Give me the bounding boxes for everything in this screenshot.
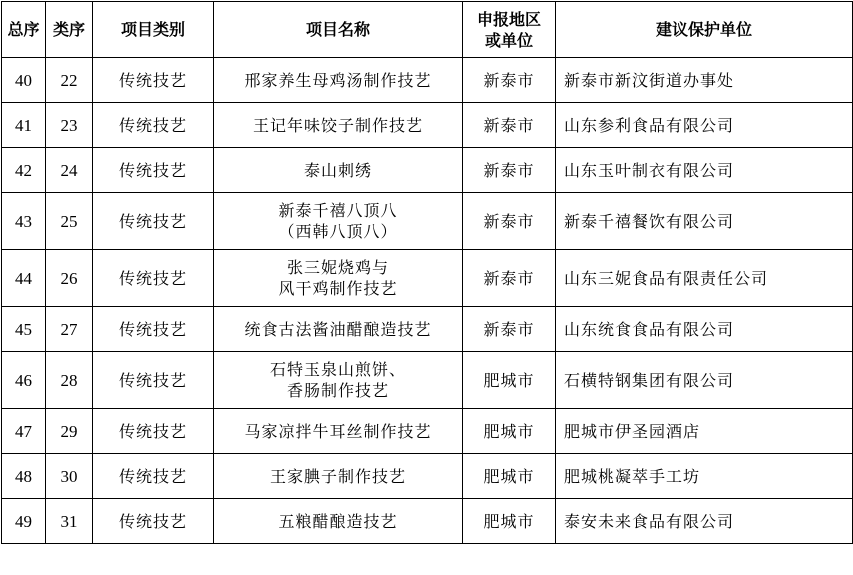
header-region-line2: 或单位 xyxy=(484,30,533,50)
region-cell: 新泰市 xyxy=(463,250,556,307)
cat-no-cell: 27 xyxy=(46,307,93,352)
protector-cell: 泰安未来食品有限公司 xyxy=(556,499,853,544)
region-cell: 肥城市 xyxy=(463,454,556,499)
category-cell: 传统技艺 xyxy=(93,148,214,193)
table-row xyxy=(2,409,853,454)
table-body xyxy=(2,58,853,544)
region-cell: 肥城市 xyxy=(463,409,556,454)
project-name-line: 风干鸡制作技艺 xyxy=(278,279,398,298)
project-name-line: 新泰千禧八顶八 xyxy=(278,201,398,220)
cat-no-cell: 24 xyxy=(46,148,93,193)
total-no-cell: 48 xyxy=(2,454,46,499)
total-no-cell: 41 xyxy=(2,103,46,148)
table-header xyxy=(2,2,853,58)
header-protector: 建议保护单位 xyxy=(556,2,853,58)
table-row xyxy=(2,148,853,193)
project-name-cell xyxy=(214,193,463,250)
table-row xyxy=(2,352,853,409)
project-name-line: 马家凉拌牛耳丝制作技艺 xyxy=(244,421,432,441)
header-region-line1: 申报地区 xyxy=(476,9,541,29)
cat-no-cell: 29 xyxy=(46,409,93,454)
project-name-line: 王记年味饺子制作技艺 xyxy=(252,115,423,135)
table-row xyxy=(2,454,853,499)
region-cell: 新泰市 xyxy=(463,307,556,352)
protector-cell: 肥城桃凝萃手工坊 xyxy=(556,454,853,499)
project-name-cell xyxy=(214,352,463,409)
header-cat-no: 类序 xyxy=(46,2,93,58)
total-no-cell: 40 xyxy=(2,58,46,103)
table-row xyxy=(2,307,853,352)
category-cell: 传统技艺 xyxy=(93,352,214,409)
project-name-line: 张三妮烧鸡与 xyxy=(286,258,389,277)
cat-no-cell: 28 xyxy=(46,352,93,409)
cat-no-cell: 22 xyxy=(46,58,93,103)
project-name-line: （西韩八顶八） xyxy=(278,222,398,241)
project-name-cell xyxy=(214,499,463,544)
total-no-cell: 43 xyxy=(2,193,46,250)
heritage-project-table xyxy=(1,1,853,544)
region-cell: 新泰市 xyxy=(463,58,556,103)
cat-no-cell: 30 xyxy=(46,454,93,499)
region-cell: 新泰市 xyxy=(463,193,556,250)
protector-cell: 山东三妮食品有限责任公司 xyxy=(556,250,853,307)
header-region xyxy=(463,2,556,58)
region-cell: 新泰市 xyxy=(463,103,556,148)
project-name-cell xyxy=(214,250,463,307)
cat-no-cell: 23 xyxy=(46,103,93,148)
project-name-cell xyxy=(214,307,463,352)
category-cell: 传统技艺 xyxy=(93,499,214,544)
total-no-cell: 44 xyxy=(2,250,46,307)
category-cell: 传统技艺 xyxy=(93,454,214,499)
project-name-line: 泰山刺绣 xyxy=(303,160,372,180)
table-row xyxy=(2,499,853,544)
protector-cell: 山东玉叶制衣有限公司 xyxy=(556,148,853,193)
category-cell: 传统技艺 xyxy=(93,409,214,454)
table-row xyxy=(2,193,853,250)
total-no-cell: 42 xyxy=(2,148,46,193)
project-name-line: 王家腆子制作技艺 xyxy=(269,466,406,486)
header-row xyxy=(2,2,853,58)
project-name-cell xyxy=(214,454,463,499)
region-cell: 肥城市 xyxy=(463,499,556,544)
region-cell: 肥城市 xyxy=(463,352,556,409)
header-total-no: 总序 xyxy=(2,2,46,58)
category-cell: 传统技艺 xyxy=(93,103,214,148)
protector-cell: 新泰市新汶街道办事处 xyxy=(556,58,853,103)
protector-cell: 山东统食食品有限公司 xyxy=(556,307,853,352)
header-name: 项目名称 xyxy=(214,2,463,58)
total-no-cell: 45 xyxy=(2,307,46,352)
category-cell: 传统技艺 xyxy=(93,307,214,352)
cat-no-cell: 25 xyxy=(46,193,93,250)
project-name-cell xyxy=(214,409,463,454)
protector-cell: 新泰千禧餐饮有限公司 xyxy=(556,193,853,250)
protector-cell: 山东参利食品有限公司 xyxy=(556,103,853,148)
cat-no-cell: 31 xyxy=(46,499,93,544)
header-category: 项目类别 xyxy=(93,2,214,58)
project-name-cell xyxy=(214,58,463,103)
project-name-cell xyxy=(214,103,463,148)
project-name-line: 邢家养生母鸡汤制作技艺 xyxy=(244,70,432,90)
total-no-cell: 46 xyxy=(2,352,46,409)
total-no-cell: 47 xyxy=(2,409,46,454)
project-name-line: 五粮醋酿造技艺 xyxy=(278,511,398,531)
project-name-line: 香肠制作技艺 xyxy=(286,381,389,400)
category-cell: 传统技艺 xyxy=(93,250,214,307)
category-cell: 传统技艺 xyxy=(93,58,214,103)
region-cell: 新泰市 xyxy=(463,148,556,193)
table-row xyxy=(2,58,853,103)
project-name-cell xyxy=(214,148,463,193)
project-name-line: 统食古法酱油醋酿造技艺 xyxy=(244,319,432,339)
table-row xyxy=(2,250,853,307)
cat-no-cell: 26 xyxy=(46,250,93,307)
total-no-cell: 49 xyxy=(2,499,46,544)
category-cell: 传统技艺 xyxy=(93,193,214,250)
protector-cell: 肥城市伊圣园酒店 xyxy=(556,409,853,454)
protector-cell: 石横特钢集团有限公司 xyxy=(556,352,853,409)
project-name-line: 石特玉泉山煎饼、 xyxy=(269,360,406,379)
table-row xyxy=(2,103,853,148)
